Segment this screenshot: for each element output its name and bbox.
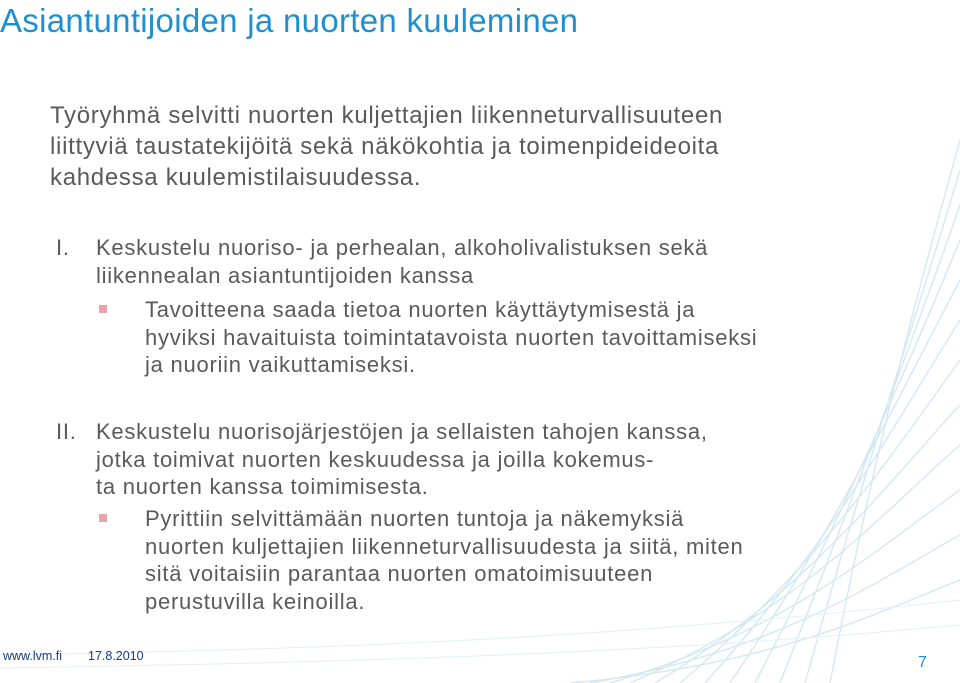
intro-paragraph <box>50 100 910 193</box>
item-line: jotka toimivat nuorten keskuudessa ja joilla kokemus- <box>96 446 655 472</box>
bullet-line: sitä voitaisiin parantaa nuorten omatoimisuuteen <box>145 561 654 586</box>
bullet-line: ja nuoriin vaikuttamiseksi. <box>145 352 416 377</box>
bullet-line: perustuvilla keinoilla. <box>145 588 366 614</box>
bullet-line: Pyrittiin selvittämään nuorten tuntoja ja näkemyksiä <box>145 506 685 531</box>
item-numeral: I. <box>56 235 70 260</box>
item-line: Keskustelu nuoriso- ja perhealan, alkoholivalistuksen sekä <box>96 235 709 260</box>
square-bullet-icon <box>99 514 107 522</box>
bullet-line: hyviksi havaituista toimintatavoista nuorten tavoittamiseksi <box>145 324 758 350</box>
bullet-text <box>145 296 757 379</box>
square-bullet-icon <box>99 305 107 313</box>
intro-line: Työryhmä selvitti nuorten kuljettajien liikenneturvallisuuteen <box>50 102 724 129</box>
item-text <box>96 234 708 289</box>
bullet-line: nuorten kuljettajien liikenneturvallisuudesta ja siitä, miten <box>145 533 744 559</box>
slide-title: Asiantuntijoiden ja nuorten kuuleminen <box>0 2 579 39</box>
footer-website-link[interactable]: www.lvm.fi <box>3 649 63 663</box>
item-line: ta nuorten kanssa toimimisesta. <box>96 474 429 499</box>
intro-line: liittyviä taustatekijöitä sekä näkökohtia ja toimenpideideoita <box>50 133 720 160</box>
page-number: 7 <box>918 654 927 671</box>
intro-line: kahdessa kuulemistilaisuudessa. <box>50 164 422 191</box>
item-numeral: II. <box>56 419 77 444</box>
item-text <box>96 418 708 501</box>
bullet-text <box>145 505 744 615</box>
item-line: Keskustelu nuorisojärjestöjen ja sellaisten tahojen kanssa, <box>96 419 708 444</box>
footer-date: 17.8.2010 <box>88 649 144 663</box>
item-line: liikennealan asiantuntijoiden kanssa <box>96 262 475 288</box>
bullet-line: Tavoitteena saada tietoa nuorten käyttäytymisestä ja <box>145 297 696 322</box>
